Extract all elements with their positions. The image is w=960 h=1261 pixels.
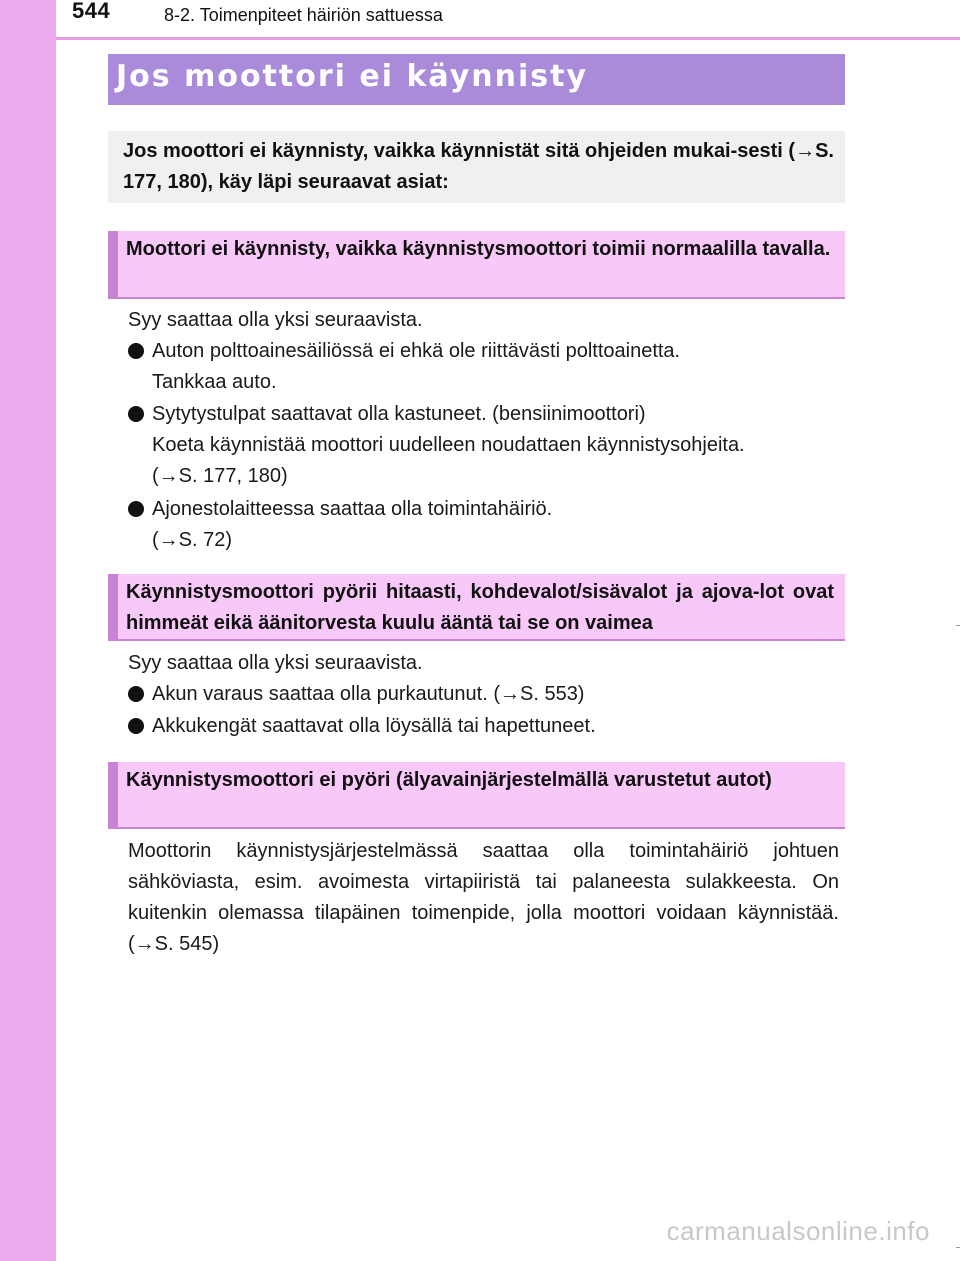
bullet-icon	[128, 406, 144, 422]
list-item-text: Akkukengät saattavat olla löysällä tai hapettuneet.	[152, 715, 596, 737]
intro-text: Jos moottori ei käynnisty, vaikka käynnistät sitä ohjeiden mukai-sesti (→S. 177, 180), käy läpi seuraavat asiat:	[123, 140, 834, 193]
bullet-icon	[128, 343, 144, 359]
list-item-text: Tankkaa auto.	[152, 371, 277, 393]
bullet-icon	[128, 501, 144, 517]
list-item-text: Akun varaus saattaa olla purkautunut. (→S. 553)	[152, 683, 585, 705]
bullet-icon	[128, 718, 144, 734]
header-divider	[56, 37, 960, 40]
section2-lead: Syy saattaa olla yksi seuraavista.	[128, 652, 423, 674]
chapter-header: 8-2. Toimenpiteet häiriön sattuessa	[164, 5, 443, 25]
list-item-text: Koeta käynnistää moottori uudelleen noudattaen käynnistysohjeita.	[152, 434, 745, 456]
list-item-text: Ajonestolaitteessa saattaa olla toimintahäiriö.	[152, 498, 553, 520]
section-heading-2: Käynnistysmoottori pyörii hitaasti, kohdevalot/sisävalot ja ajova-lot ovat himmeät eikä äänitorvesta kuulu ääntä tai se on vaimea	[126, 581, 834, 634]
margin-tick	[956, 1247, 960, 1248]
section1-lead: Syy saattaa olla yksi seuraavista.	[128, 309, 423, 331]
section-heading-3: Käynnistysmoottori ei pyöri (älyavainjärjestelmällä varustetut autot)	[126, 769, 772, 791]
side-color-strip	[0, 0, 56, 1261]
margin-tick	[956, 625, 960, 626]
section-heading-1: Moottori ei käynnisty, vaikka käynnistysmoottori toimii normaalilla tavalla.	[126, 238, 831, 260]
list-item-text: Auton polttoainesäiliössä ei ehkä ole riittävästi polttoainetta.	[152, 340, 681, 362]
list-item-text: Sytytystulpat saattavat olla kastuneet. (bensiinimoottori)	[152, 403, 646, 425]
page-reference: (→S. 72)	[152, 529, 233, 551]
bullet-icon	[128, 686, 144, 702]
page-number: 544	[72, 0, 111, 23]
watermark: carmanualsonline.info	[666, 1216, 930, 1246]
page-title: Jos moottori ei käynnisty	[116, 59, 589, 94]
section3-paragraph: Moottorin käynnistysjärjestelmässä saattaa olla toimintahäiriö johtuen sähköviasta, esim. avoimesta virtapiiristä tai palaneesta sulakkeesta. On kuitenkin olemassa tilapäinen toimenpide, jolla moottori voidaan käynnistää. (→S. 545)	[128, 840, 839, 955]
page-reference: (→S. 177, 180)	[152, 465, 288, 487]
